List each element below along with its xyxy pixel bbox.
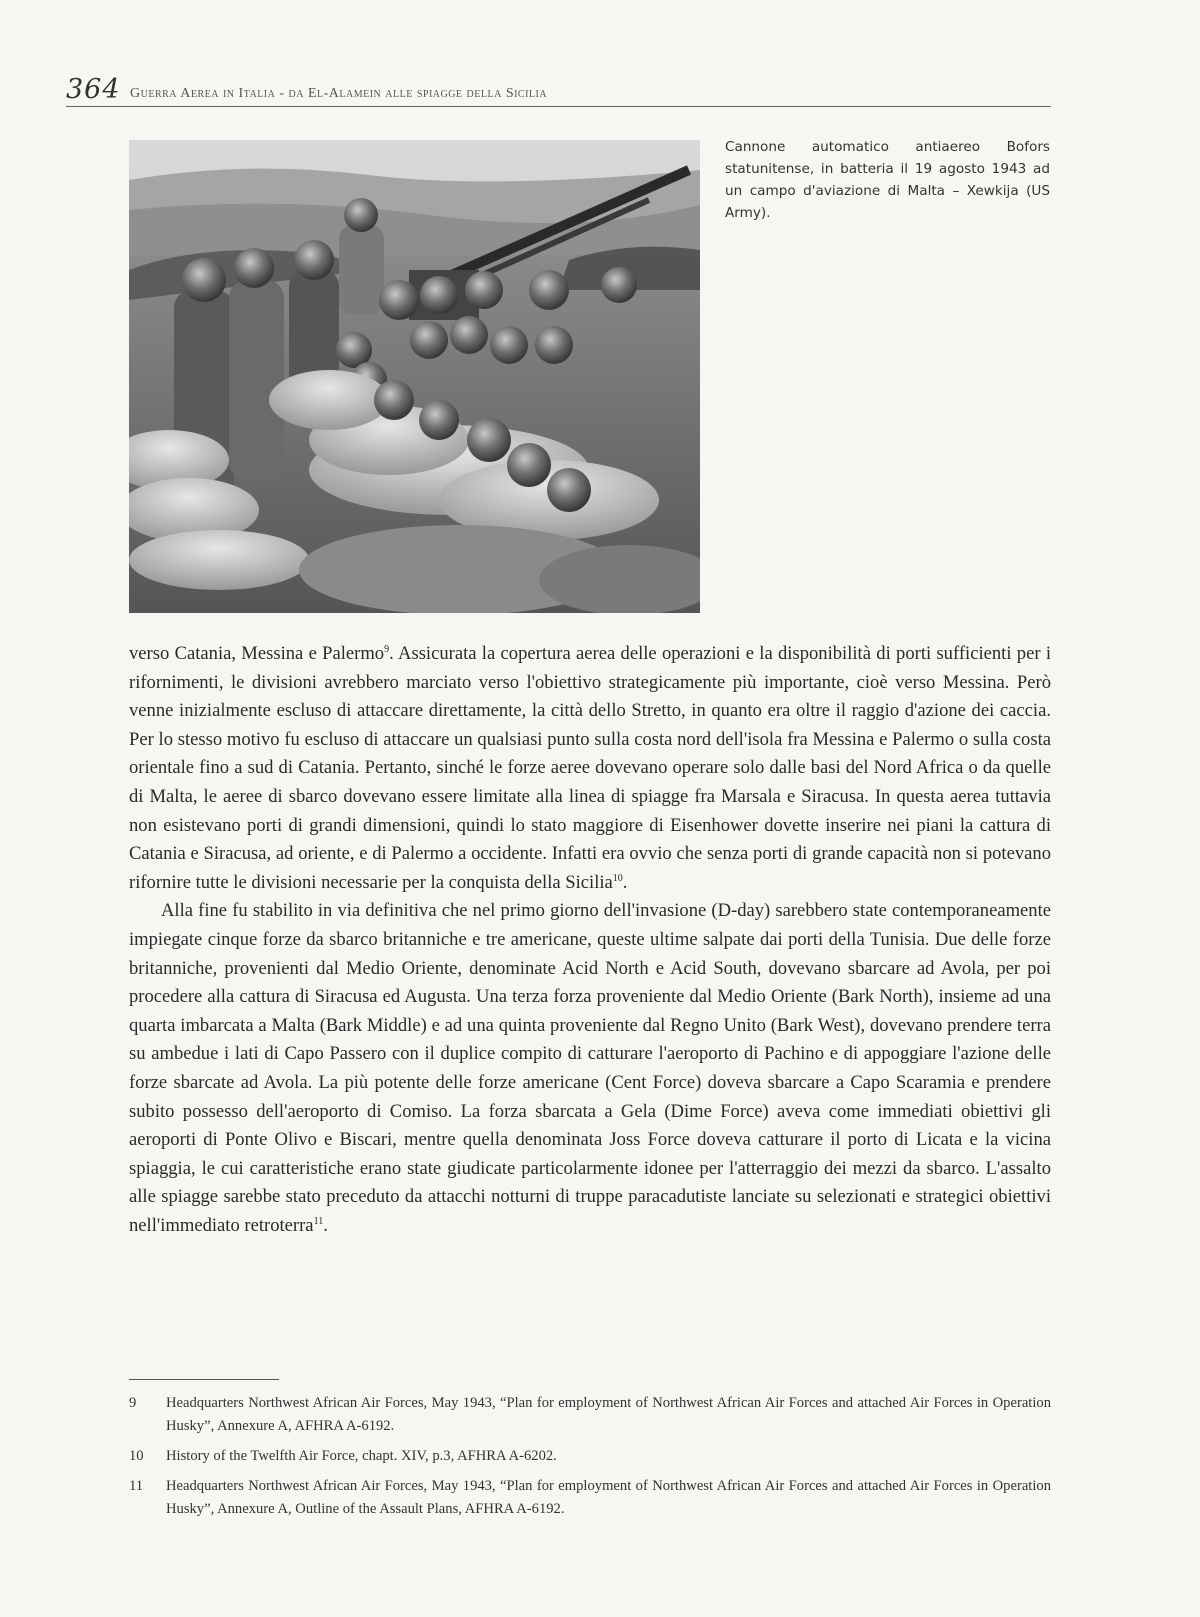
footnote-text: Headquarters Northwest African Air Forces, May 1943, “Plan for employment of Northwest African Air Forces and attached Air Forces in Operation Husky”, Annexure A, AFHRA A-6192. [166, 1395, 1051, 1434]
footnote-9 [129, 1392, 1051, 1438]
page-number: 364 [66, 74, 121, 105]
footnote-ref[interactable]: 11 [313, 1215, 324, 1227]
footnote-number: 9 [129, 1395, 137, 1411]
paragraph-text: . Assicurata la copertura aerea delle operazioni e la disponibilità di porti sufficienti per i rifornimenti, le divisioni avrebbero marciato verso l'obiettivo strategicamente più importante, cioè verso Messina. Però venne inizialmente escluso di attaccare direttamente, la città dello Stretto, in quanto era oltre il raggio d'azione dei caccia. Per lo stesso motivo fu escluso di attaccare un qualsiasi punto sulla costa nord dell'isola fra Messina e Palermo o sulla costa orientale fino a sud di Catania. Pertanto, sinché le forze aeree dovevano operare solo dalle basi del Nord Africa o da quelle di Malta, le aeree di sbarco dovevano essere limitate alla linea di spiagge fra Marsala e Siracusa. In questa aerea tuttavia non esistevano porti di grandi dimensioni, quindi lo stato maggiore di Eisenhower dovette inserire nei piani la cattura di Catania e Siracusa, ad oriente, e di Palermo a occidente. Infatti era ovvio che senza porti di grande capacità non si potevano rifornire tutte le divisioni necessarie per la conquista della Sicilia [129, 643, 1052, 893]
footnote-number: 10 [129, 1448, 144, 1464]
paragraph-text: . [622, 871, 628, 893]
footnote-ref[interactable]: 10 [612, 872, 623, 884]
footnote-11 [129, 1475, 1051, 1521]
footnote-number: 11 [129, 1478, 144, 1494]
paragraph [129, 640, 1051, 897]
footnote-text: Headquarters Northwest African Air Forces, May 1943, “Plan for employment of Northwest African Air Forces and attached Air Forces in Operation Husky”, Annexure A, Outline of the Assault Plans, AFHRA A-6192. [166, 1478, 1051, 1517]
running-title: Guerra Aerea in Italia - da El-Alamein alle spiagge della Sicilia [130, 86, 548, 101]
paragraph-text: verso Catania, Messina e Palermo [129, 643, 385, 664]
page-header [66, 70, 1051, 107]
photograph [129, 140, 700, 613]
paragraph-text: Alla fine fu stabilito in via definitiva che nel primo giorno dell'invasione (D-day) sarebbero state contemporaneamente impiegate cinque forze da sbarco britanniche e tre americane, queste ultime salpate dai porti della Tunisia. Due delle forze britanniche, provenienti dal Medio Oriente, denominate Acid North e Acid South, dovevano sbarcare ad Avola, per poi procedere alla cattura di Siracusa ed Augusta. Una terza forza proveniente dal Medio Oriente (Bark North), insieme ad una quarta imbarcata a Malta (Bark Middle) e ad una quinta proveniente dal Regno Unito (Bark West), dovevano prendere terra su ambedue i lati di Capo Passero con il duplice compito di catturare l'aeroporto di Pachino e di appoggiare l'azione delle forze sbarcate ad Avola. La più potente delle forze americane (Cent Force) doveva sbarcare a Capo Scaramia e prendere subito possesso dell'aeroporto di Comiso. La forza sbarcata a Gela (Dime Force) aveva come immediati obiettivi gli aeroporti di Ponte Olivo e Biscari, mentre quella denominata Joss Force doveva catturare il porto di Licata e la vicina spiaggia, le cui caratteristiche erano state giudicate particolarmente idonee per l'atterraggio dei mezzi da sbarco. L'assalto alle spiagge sarebbe stato preceduto da attacchi notturni di truppe paracadutiste lanciate su selezionati e strategici obiettivi nell'immediato retroterra [129, 900, 1051, 1236]
footnote-ref[interactable]: 9 [384, 643, 390, 655]
paragraph-text: . [323, 1214, 328, 1236]
photo-antiaircraft-gun [129, 140, 700, 613]
footnote-text: History of the Twelfth Air Force, chapt. XIV, p.3, AFHRA A-6202. [166, 1448, 557, 1464]
body-text [129, 640, 1051, 1240]
footnote-divider [129, 1379, 279, 1380]
footnotes [129, 1392, 1051, 1528]
paragraph [129, 897, 1051, 1240]
figure-caption: Cannone automatico antiaereo Bofors statunitense, in batteria il 19 agosto 1943 ad un campo d'aviazione di Malta – Xewkija (US Army). [725, 139, 1050, 221]
footnote-10 [129, 1445, 1051, 1468]
